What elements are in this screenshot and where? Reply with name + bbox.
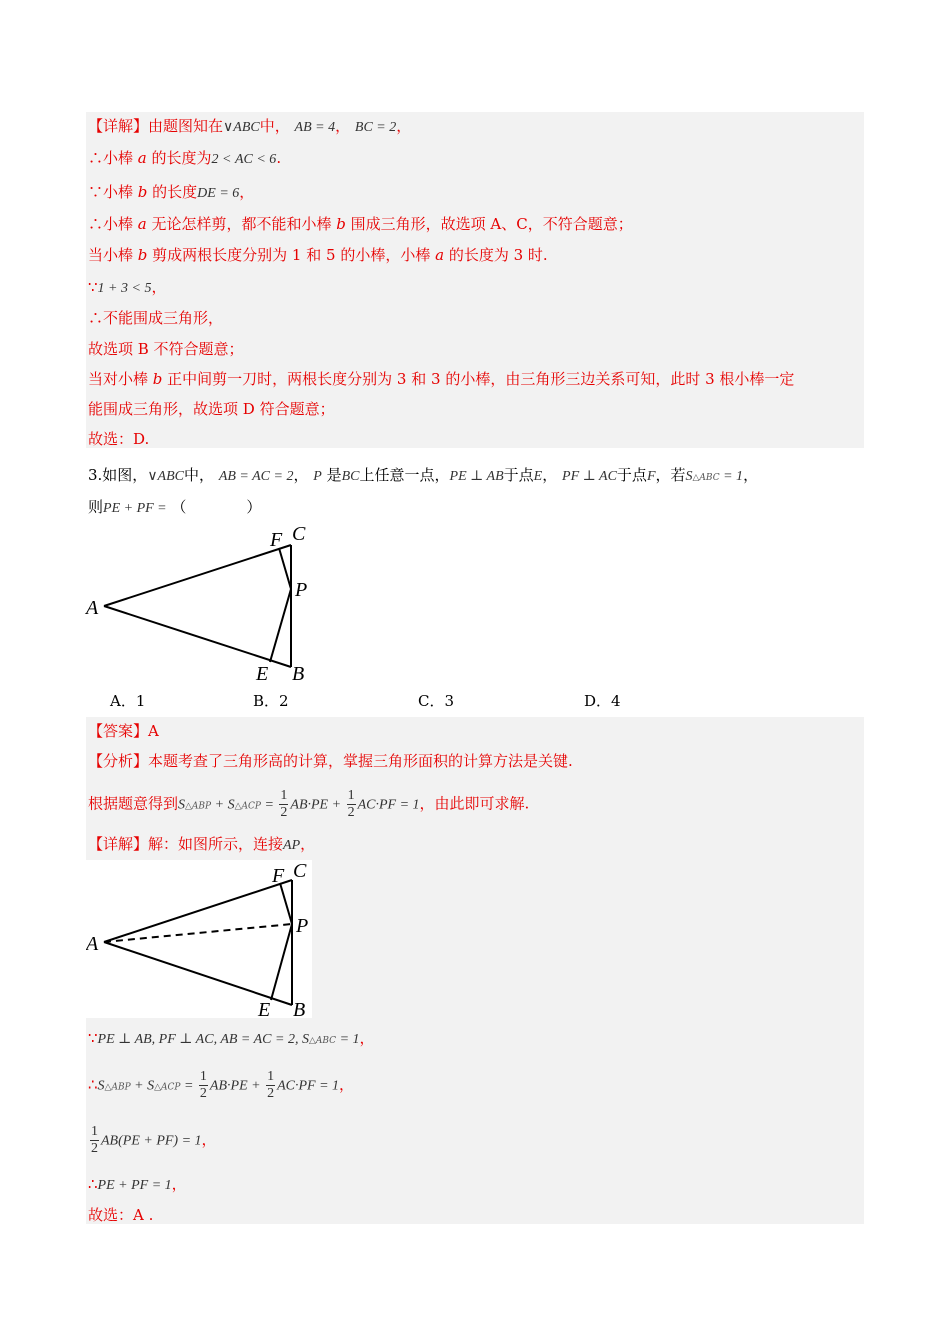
p1-line-8: 故选项 B 不符合题意； (88, 340, 244, 358)
label-C: C (292, 523, 306, 545)
q3-line-2: 则PE + PF = （ ） (88, 498, 262, 516)
p1-line-6: ∵1 + 3 < 5， (88, 278, 167, 296)
q3-line-1: 3.如图，∨ABC中， AB = AC = 2， P 是BC上任意一点，PE ⊥ AB于点E， PF ⊥ AC于点F，若S△ABC = 1， (88, 466, 759, 484)
answer-line: 【答案】A (88, 722, 159, 740)
p1-line-10: 能围成三角形，故选项 D 符合题意； (88, 400, 335, 418)
p1-line-11: 故选：D. (88, 430, 150, 448)
p1-line-4: ∴小棒 a 无论怎样剪，都不能和小棒 b 围成三角形，故选项 A、C，不符合题意； (88, 215, 633, 233)
label-P: P (295, 579, 308, 601)
option-c[interactable]: C．3 (418, 692, 455, 710)
label-P-2: P (296, 915, 309, 937)
p1-line-2: ∴小棒 a 的长度为2 < AC < 6. (88, 149, 282, 167)
side-AB (104, 606, 291, 667)
basis-line: 根据题意得到S△ABP + S△ACP = $\frac{1}{2}$ AB·PE + $\frac{1}{2}$ AC·PF = 1，由此即可求解. (88, 788, 530, 820)
segment-PF (279, 548, 291, 589)
step-4: ∴PE + PF = 1， (88, 1175, 187, 1193)
p1-line-5: 当小棒 b 剪成两根长度分别为 1 和 5 的小棒，小棒 a 的长度为 3 时. (88, 246, 548, 264)
label-B: B (292, 663, 305, 684)
step-1: ∵PE ⊥ AB, PF ⊥ AC, AB = AC = 2, S△ABC = 1， (88, 1029, 375, 1047)
option-a[interactable]: A．1 (110, 692, 146, 710)
label-A-2: A (86, 933, 99, 955)
label-E-2: E (258, 999, 271, 1018)
label-F: F (270, 529, 283, 551)
p1-line-7: ∴不能围成三角形， (88, 309, 224, 327)
detail-line: 【详解】解：如图所示，连接AP， (88, 835, 316, 853)
triangle-figure-with-ap (86, 860, 312, 1018)
segment-PE (270, 589, 291, 662)
p1-line-9: 当对小棒 b 正中间剪一刀时，两根长度分别为 3 和 3 的小棒，由三角形三边关系可知，此时 3 根小棒一定 (88, 370, 795, 388)
label-F-2: F (272, 865, 285, 887)
p1-line-3: ∵小棒 b 的长度DE = 6， (88, 183, 255, 201)
label-A: A (86, 597, 99, 619)
option-b[interactable]: B．2 (253, 692, 289, 710)
triangle-figure (84, 522, 324, 684)
side-AC (104, 545, 291, 606)
label-C-2: C (293, 860, 307, 882)
option-d[interactable]: D．4 (584, 692, 621, 710)
p1-line-1: 【详解】由题图知在∨ABC中， AB = 4， BC = 2， (88, 117, 412, 135)
analysis-line: 【分析】本题考查了三角形高的计算，掌握三角形面积的计算方法是关键. (88, 752, 573, 770)
label-B-2: B (293, 999, 306, 1018)
step-5: 故选：A . (88, 1206, 154, 1224)
step-3: $\frac{1}{2}$ AB(PE + PF) = 1， (91, 1124, 217, 1156)
label-E: E (256, 663, 269, 684)
step-2: ∴S△ABP + S△ACP = $\frac{1}{2}$ AB·PE + $\frac{1}{2}$ AC·PF = 1， (88, 1069, 355, 1101)
